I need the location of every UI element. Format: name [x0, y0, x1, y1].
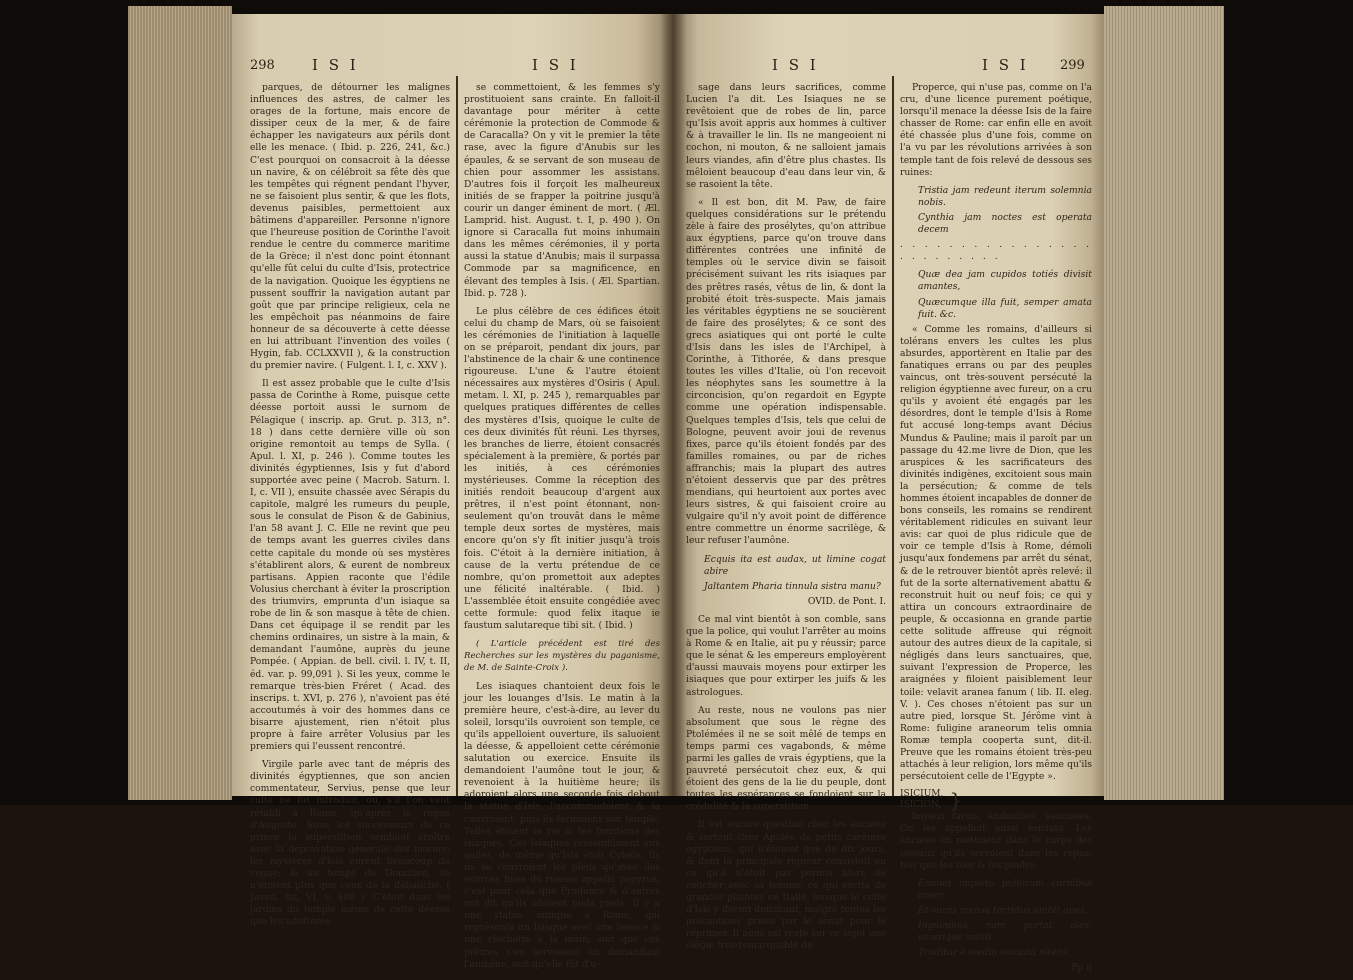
- paragraph: Il est assez probable que le culte d'Isis passa de Corinthe à Rome, puisque cette déesse portoit aussi le surnom de Pélagique ( inscrip. ap. Grut. p. 313, n°. 18 ) dans cette dernière ville où son origine remontoit au temps de Sylla. ( Apul. l. XI, p. 246 ). Comme toutes les divinités égyptiennes, Isis y fut d'abord supportée avec peine ( Macrob. Saturn. l. I, c. VII ), ensuite chassée avec Sérapis du capitole, malgré les rumeurs du peuple, sous le consulat de Pison & de Gabinius, l'an 58 avant J. C. Elle ne revint que peu de temps avant les guerres civiles dans cette capitale du monde où ses mystères s'établirent alors, & eurent de nombreux partisans. Appien raconte que l'édile Volusius cherchant à éviter la proscription des triumvirs, emprunta d'un isiaque sa robe de lin & son masque à tête de chien. Dans cet équipage il se rendit par les chemins ordinaires, un sistre à la main, & demandant l'aumône, auprès du jeune Pompée. ( Appian. de bell. civil. l. IV, t. II, éd. var. p. 99,091 ). Si les yeux, comme le remarque très-bien Fréret ( Acad. des inscrips. t. XVI, p. 276 ), n'avoient pas été accoutumés à voir des hommes dans ce bisarre ajustement, rien n'étoit plus propre à faire arrêter Volusius par les premiers qui l'eussent rencontré.: [250, 378, 450, 753]
- left-page: [232, 14, 672, 970]
- verse-line: Et variis mensa torridus ambit opes.: [918, 904, 1088, 916]
- running-head-left-2: I S I: [532, 56, 579, 74]
- paragraph: Ce mal vint bientôt à son comble, sans que la police, qui voulut l'arrêter au moins à Rome & en Italie, ait pu y réussir; parce que le sénat & les empereurs employèrent d'aussi mauvais moyens pour extirper les isiaques que pour extirper les juifs & les astrologues.: [686, 613, 886, 698]
- paragraph: Il est encore question chez les anciens & surtout chez Apulée de petits carêmes égyptiens, qui n'étoient que de dix jours, & dont la principale rigueur consistoit en ce qu'il n'étoit pas permis alors de coucher avec sa femme: ce qui excita de grandes plaintes en Italie, lorsque le culte d'Isis y devint dominant, malgré toutes les précautions prises par le sénat pour le réprimer. Il nous est resté sur ce sujet une élégie très-remarquable de: [686, 819, 886, 952]
- verse-citation: OVID. de Pont. I.: [807, 595, 886, 607]
- paragraph: se commettoient, & les femmes s'y prostituoient sans crainte. En falloit-il davantage pour mériter à cette cérémonie la protection de Commode & de Caracalla? On y vit le premier la tête rase, avec la figure d'Anubis sur les épaules, & se servant de son museau de chien pour assommer les assistans. D'autres fois il forçoit les malheureux initiés de se frapper la poitrine jusqu'à courir un danger éminent de mort. ( Æl. Lamprid. hist. August. t. I, p. 490 ). On ignore si Caracalla fut moins inhumain dans les mêmes cérémonies, il y porta aussi la statue d'Anubis; mais il surpassa Commode par sa magnificence, en élevant des temples à Isis. ( Æl. Spartian. Ibid. p. 728 ).: [464, 82, 660, 299]
- paragraph: boyaux farcis, andouilles, saucisses. On les appelloit aussi esiciata. Les anciens en mettoient dans le corps des oiseaux qu'ils servoient dans les repas, tels que les oies & les poules:: [900, 811, 1092, 871]
- paragraph: Properce, qui n'use pas, comme on l'a cru, d'une licence purement poétique, lorsqu'il menace la déesse Isis de la faire chasser de Rome: car enfin elle en avoit été chassée plus d'une fois, comme on l'a vu par les révolutions arrivées à son temple tant de fois relevé de dessous ses ruines:: [900, 82, 1092, 178]
- headword-isicium: ISICIUM,: [900, 789, 944, 800]
- column-rule: [892, 76, 894, 796]
- right-page-column-2: [900, 82, 1092, 980]
- column-rule: [456, 76, 458, 796]
- left-page-column-2: [464, 82, 660, 977]
- verse-line: Cynthia jam noctes est operata decem: [918, 211, 1092, 236]
- verse-line: Quæ dea jam cupidos totiés divisit amantes,: [918, 269, 1092, 293]
- paragraph: Le plus célèbre de ces édifices étoit celui du champ de Mars, où se faisoient les cérémonies de l'initiation à laquelle on se préparoit, pendant dix jours, par l'abstinence de la chair & une continence rigoureuse. L'une & l'autre étoient nécessaires aux mystères d'Osiris ( Apul. metam. l. XI, p. 245 ), remarquables par quelques pratiques différentes de celles des mystères d'Isis, quoique le culte de ces deux divinités fût réuni. Les thyrses, les branches de lierre, étoient consacrés spécialement à la première, & portés par les initiés, à ces cérémonies mystérieuses. Comme la réception des initiés rendoit beaucoup d'argent aux prêtres, il n'est point étonnant, non-seulement qu'on trouvât dans le même temple deux sortes de mystères, mais encore qu'on s'y fît initier jusqu'à trois fois. C'étoit à la dernière initiation, à cause de la vertu prétendue de ce nombre, qu'on promettoit aux adeptes une félicité inaltérable. ( Ibid. ) L'assemblée étoit ensuite congédiée avec cette formule: quod felix itaque ie faustum salutareque tibi sit. ( Ibid. ): [464, 305, 660, 632]
- signature-mark: Pp ij: [1071, 962, 1092, 974]
- running-head-left-1: I S I: [312, 56, 359, 74]
- brace-glyph: }: [949, 788, 963, 813]
- page-number-right: 299: [1060, 58, 1085, 73]
- headword-isicion: ISICION,: [900, 800, 942, 811]
- verse-line: Quæcumque illa fuit, semper amata fuit. &c.: [918, 296, 1092, 320]
- running-head-right-2: I S I: [982, 56, 1029, 74]
- paragraph: parques, de détourner les malignes influences des astres, de calmer les orages de la fortune, mais encore de dissiper ceux de la mer, & de faire échapper les navigateurs aux périls dont elle les menace. ( Ibid. p. 226, 241, &c.) C'est pourquoi on consacroit à la déesse un navire, & on célébroit sa fête dès que les tempêtes qui régnent pendant l'hyver, ne se faisoient plus sentir, & que les flots, devenus paisibles, permettoient aux bâtimens d'appareiller. Personne n'ignore que l'heureuse position de Corinthe l'avoit rendue le centre du commerce maritime de la Grèce; il n'est donc point étonnant qu'elle fût celui du culte d'Isis, protectrice de la navigation. Quoique les égyptiens ne pussent souffrir la navigation autant par goût que par principe religieux, cela ne les empêchoit pas néanmoins de faire honneur de sa découverte à cette déesse en lui attribuant l'invention des voiles ( Hygin, fab. CCLXXVII ), & la construction du premier navire. ( Fulgent. l. I, c. XXV ).: [250, 82, 450, 372]
- paragraph: sage dans leurs sacrifices, comme Lucien l'a dit. Les Isiaques ne se revêtoient que de robes de lin, parce qu'Isis avoit appris aux hommes à cultiver & à travailler le lin. Ils ne mangeoient ni cochon, ni mouton, & ne salloient jamais leurs viandes, afin d'être plus chastes. Ils mêloient beaucoup d'eau dans leur vin, & se rasoient la tête.: [686, 82, 886, 190]
- left-page-column-1: [250, 82, 450, 934]
- attribution-note: ( L'article précédent est tiré des Recherches sur les mystères du paganisme, de M. de Sainte-Croix ).: [464, 639, 660, 674]
- ellipsis-line: . . . . . . . . . . . . . . . . . . . . . . . . .: [900, 239, 1092, 263]
- verse-line: Jaltantem Pharia tinnula sistra manu?: [704, 580, 881, 592]
- verse-line: Ecquis ita est audax, ut limine cogat abire: [704, 553, 886, 577]
- right-page-column-1: [686, 82, 886, 958]
- verse-line: Inguinibus nam portat oles, ventrique soluti: [918, 920, 1092, 944]
- paragraph: « Il est bon, dit M. Paw, de faire quelques considérations sur le prétendu zèle à faire des prosélytes, qu'on attribue aux égyptiens, parce qu'on trouve dans différentes contrées une infinité de temples où le service divin se faisoit précisément suivant les rits isiaques par des prêtres rasés, vêtus de lin, & dont la probité étoit très-suspecte. Mais jamais les véritables égyptiens ne se soucièrent de faire des prosélytes; & ce sont des grecs asiatiques qui ont porté le culte d'Isis dans les isles de l'Archipel, à Corinthe, à Tithorée, & dans presque toutes les villes d'Italie, où l'on recevoit les néophytes sans les soumettre à la circoncision, qu'on regardoit en Egypte comme une opération indispensable. Quelques temples d'Isis, tels que celui de Bologne, peuvent avoir joui de revenus fixes, parce qu'ils étoient fondés par des familles romaines, ou par de riches affranchis; mais la plupart des autres n'étoient desservis que par des prêtres mendians, qui heurtoient aux portes avec leurs sistres, & qui faisoient croire au vulgaire qu'il n'y avoit point de différence entre commettre un énorme sacrilège, & leur refuser l'aumône.: [686, 196, 886, 547]
- book-gutter: [660, 14, 686, 796]
- right-page-edges: [1104, 6, 1224, 800]
- verse-line: Eminet impleto pullorum carnibus anser,: [918, 877, 1092, 901]
- verse-line: Tristia jam redeunt iterum solemnia nobis.: [918, 184, 1092, 208]
- running-head-right-1: I S I: [772, 56, 819, 74]
- paragraph: « Comme les romains, d'ailleurs si tolérans envers les cultes les plus absurdes, apportèrent en Italie par des fanatiques errans ou par des peuples vaincus, ont très-souvent persécuté la religion égyptienne avec fureur, on a cru qu'ils y avoient été engagés par les désordres, dont le temple d'Isis à Rome fut accusé long-temps avant Décius Mundus & Pauline; mais il paroît par un passage du 42.me livre de Dion, que les aruspices & les sacrificateurs des divinités indigènes, excitoient sous main la persécution; & comme de tels hommes étoient incapables de donner de bons conseils, les romains se rendirent véritablement ridicules en suivant leur avis: car quoi de plus ridicule que de voir ce temple d'Isis à Rome, démoli jusqu'aux fondemens par arrêt du sénat, & de le retrouver bientôt après relevé: il fut de la sorte alternativement abattu & reconstruit huit ou neuf fois; ce qui y attira un concours extraordinaire de peuple, & occasionna en grande partie cette solitude affreuse qui régnoit autour des autres dieux de la capitale, si négligés dans leurs sanctuaires, que, suivant l'expression de Properce, les araignées y filoient paisiblement leur toile: velavit aranea fanum ( lib. II. eleg. V. ). Ces choses n'étoient pas sur un autre pied, lorsque St. Jérôme vint à Rome: fuligine araneorum telis omnia Romæ templa cooperta sunt, dit-il. Preuve que les romains étoient très-peu attachés à leur religion, lors même qu'ils persécutoient celle de l'Egypte ».: [900, 323, 1092, 783]
- paragraph: Virgile parle avec tant de mépris des divinités égyptiennes, que son ancien commentateur, Servius, pense que leur culte ne fut introduit, ou, s'il l'on veut rétabli à Rome, qu'après le règne d'Auguste. Sous les successeurs de ce prince la superstition sembloit croître avec la dépravation générale des mœurs; les mystères d'Isis eurent beaucoup de vogue; & au temps de Domitien, ils n'étoient plus que ceux de la débauche. ( Juven. fat. VI, v. 488 ). C'étoit dans les jardins du temple même de cette déesse que les adultères: [250, 759, 450, 928]
- entry-headword: [900, 789, 1092, 811]
- verse-line: Truditur è medio esiciata nitens.: [918, 947, 1071, 959]
- paragraph: Au reste, nous ne voulons pas nier absolument que sous le règne des Ptolémées il ne se soit mêlé de temps en temps parmi ces vagabonds, & même parmi les galles de vrais égyptiens, que la pauvreté persécutoit chez eux, & qui étoient des gens de la lie du peuple, dont toutes les espérances se fondoient sur la crédulité & la superstition.: [686, 704, 886, 813]
- left-page-edges: [128, 6, 232, 800]
- page-number-left: 298: [250, 58, 275, 73]
- right-page: [672, 14, 1104, 974]
- paragraph: Les isiaques chantoient deux fois le jour les louanges d'Isis. Le matin à la première heure, c'est-à-dire, au lever du soleil, lorsqu'ils ouvroient son temple, ce qu'ils appelloient ouverture, ils saluoient la déesse, & appelloient cette cérémonie salutation ou exercice. Ensuite ils demandoient l'aumône tout le jour, & revenoient à la huitième heure; ils adoroient alors une seconde fois debout la statue d'Isis, l'accommodoient & la couvroient, puis ils fermoient son temple. Telles étoient la vie & les fonctions des isiaques. Ces Isiaques ressembloient aux galles, de même qu'Isis étoit Cybèle. Ils ne se couvroient les pieds qu'avec des écorces fines du roseau appellé papyrus; c'est pour cela que Prudence & d'autres ont dit qu'ils alloient nuds pieds. Il y a une statue antique à Rome, qui représente un Isiaque avec une besace & une clochette à la main, soit que ces prêtres s'en servissent en demandant l'aumône, soit qu'elle fût d'u-: [464, 680, 660, 970]
